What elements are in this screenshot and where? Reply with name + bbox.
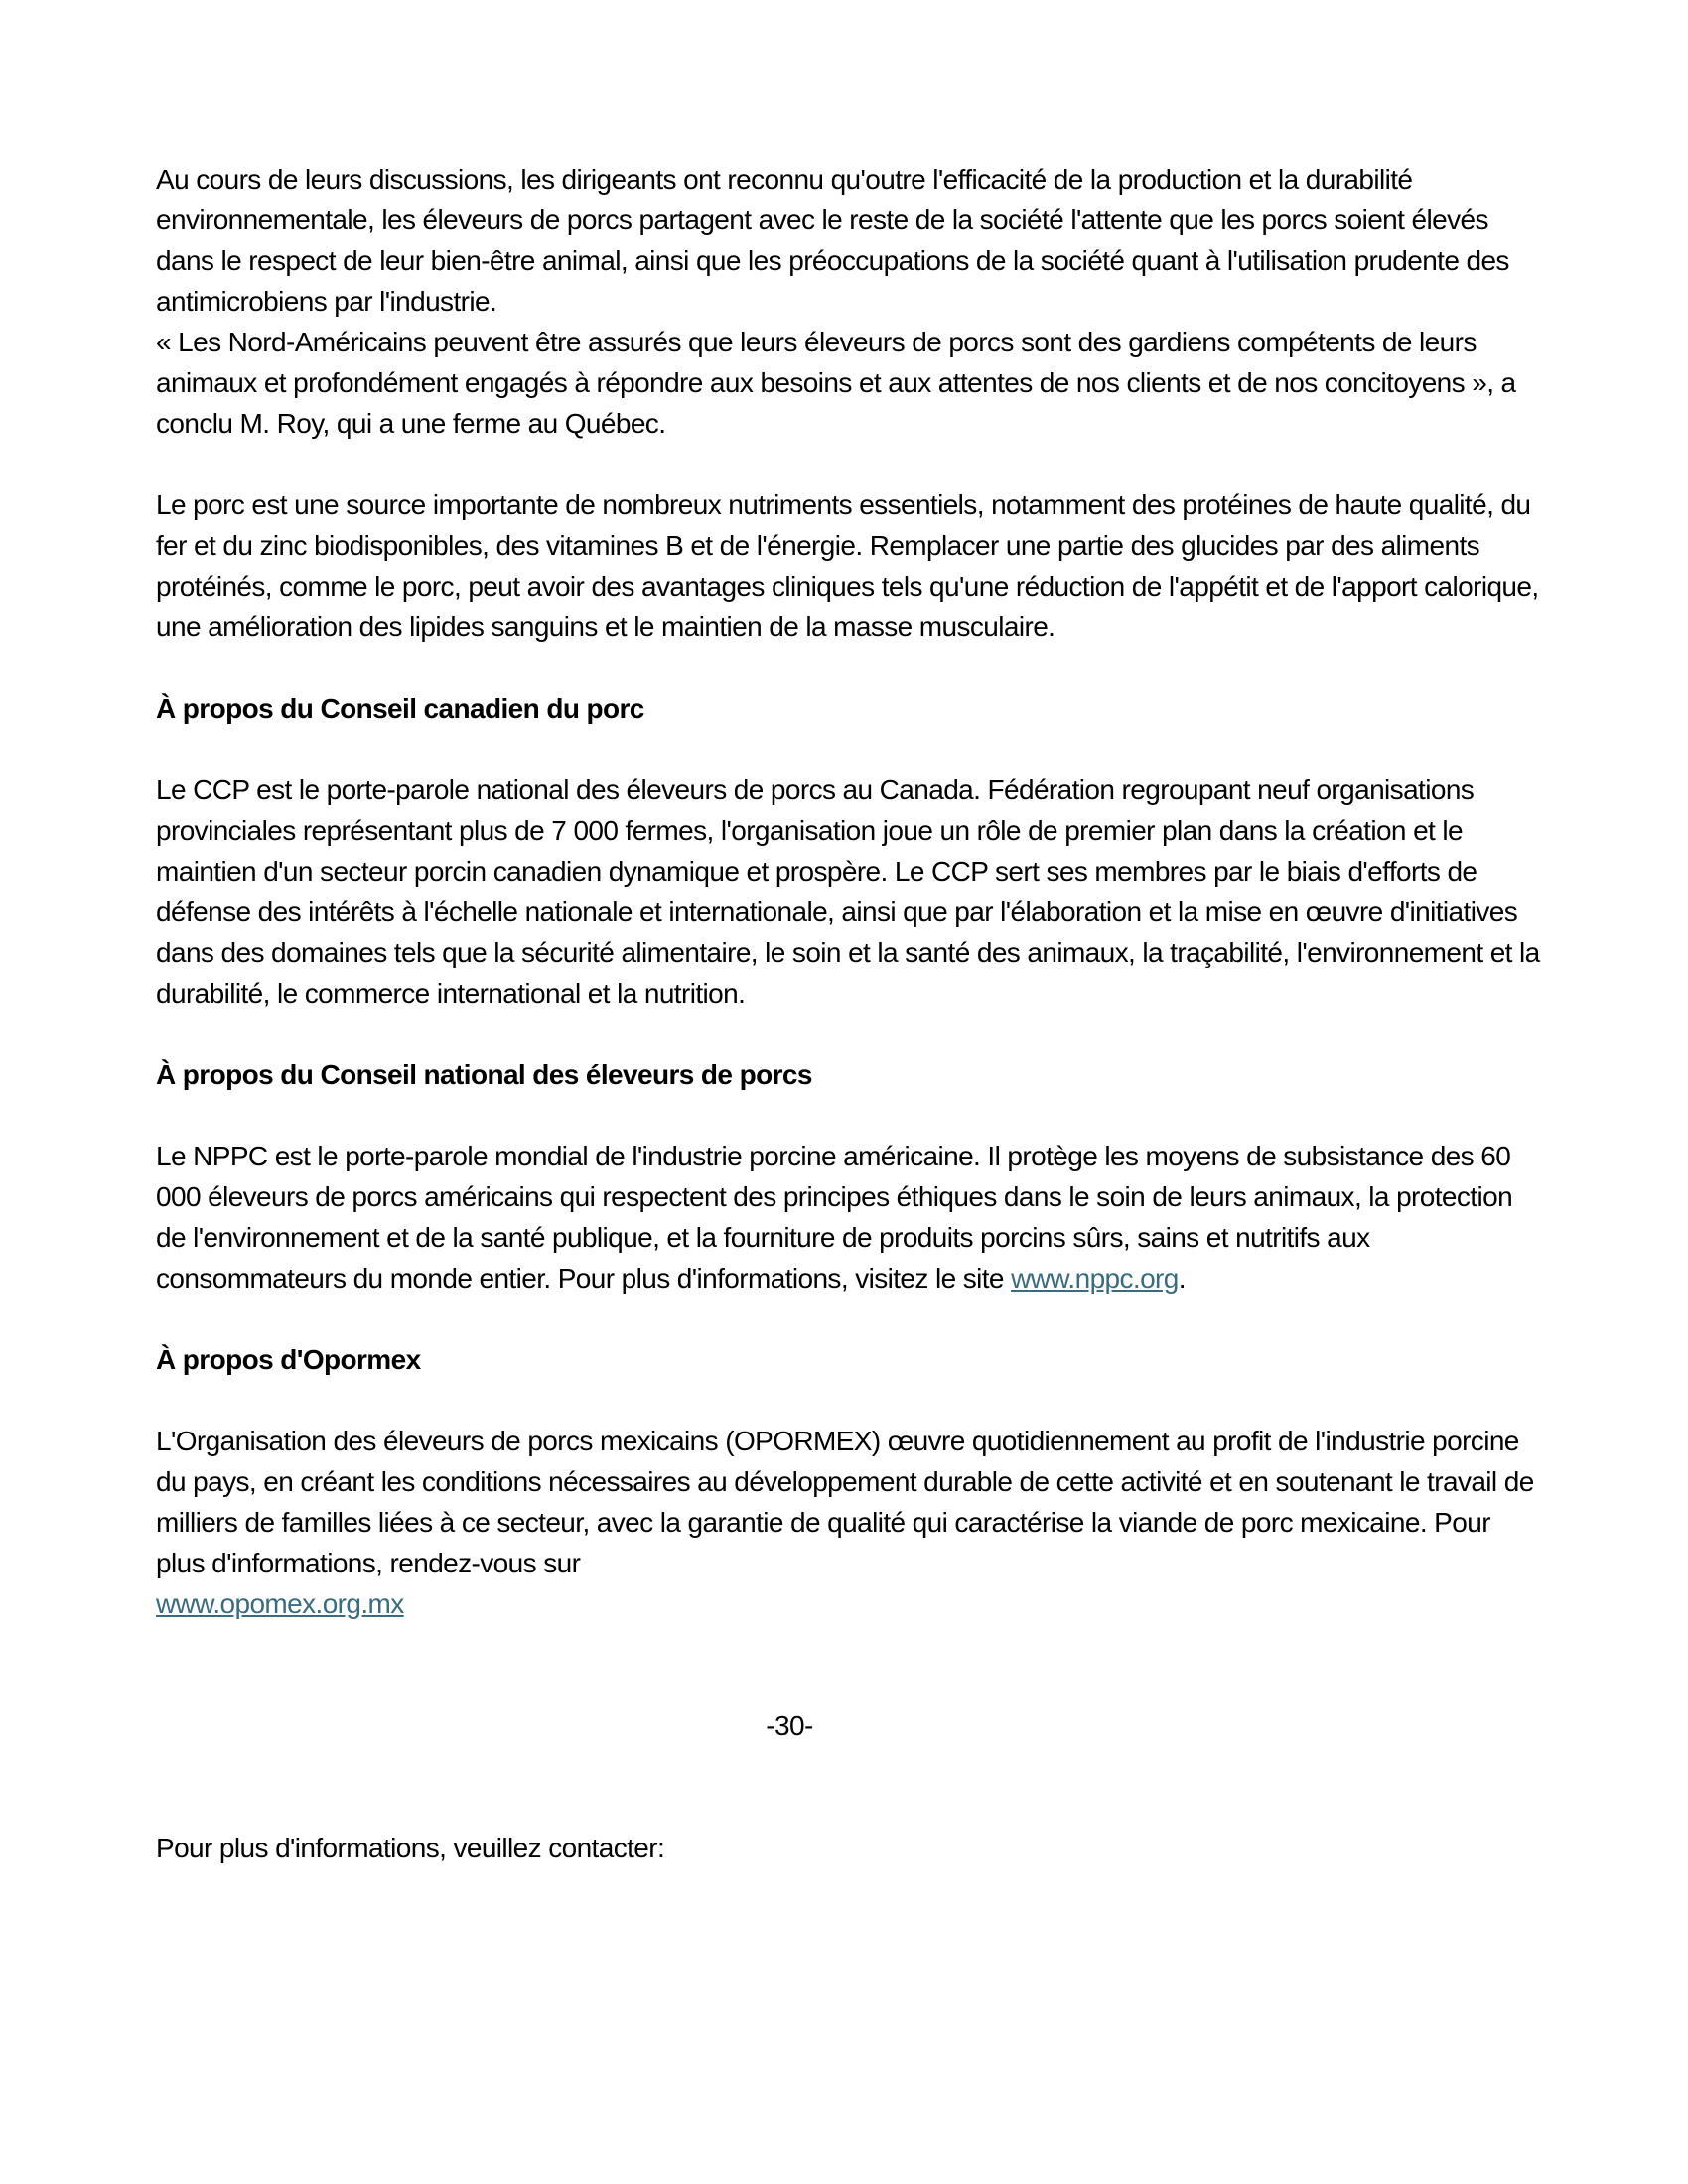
nppc-link[interactable]: www.nppc.org	[1011, 1263, 1179, 1294]
paragraph-nppc	[156, 1136, 1546, 1298]
quote-paragraph: « Les Nord-Américains peuvent être assurés que leurs éleveurs de porcs sont des gardiens compétents de leurs animaux et profondément engagés à répondre aux besoins et aux attentes de nos clients et de nos concitoyens », a conclu M. Roy, qui a une ferme au Québec.	[156, 327, 1516, 439]
end-marker: -30-	[766, 1710, 813, 1741]
heading-ccp: À propos du Conseil canadien du porc	[156, 693, 644, 724]
document-page	[156, 159, 1546, 1868]
nppc-body-text: Le NPPC est le porte-parole mondial de l'industrie porcine américaine. Il protège les moyens de subsistance des 60 000 éleveurs de porcs américains qui respectent des principes éthiques dans le soin de leurs animaux, la protection de l'environnement et de la santé publique, et la fourniture de produits porcins sûrs, sains et nutritifs aux consommateurs du monde entier. Pour plus d'informations, visitez le site	[156, 1141, 1513, 1294]
heading-nppc: À propos du Conseil national des éleveurs de porcs	[156, 1059, 812, 1090]
nppc-after-link: .	[1178, 1263, 1186, 1294]
paragraph-nutrition: Le porc est une source importante de nombreux nutriments essentiels, notamment des protéines de haute qualité, du fer et du zinc biodisponibles, des vitamines B et de l'énergie. Remplacer une partie des glucides par des aliments protéinés, comme le porc, peut avoir des avantages cliniques tels qu'une réduction de l'appétit et de l'apport calorique, une amélioration des lipides sanguins et le maintien de la masse musculaire.	[156, 489, 1539, 642]
paragraph-opormex: L'Organisation des éleveurs de porcs mexicains (OPORMEX) œuvre quotidiennement au profit de l'industrie porcine du pays, en créant les conditions nécessaires au développement durable de cette activité et en soutenant le travail de milliers de familles liées à ce secteur, avec la garantie de qualité qui caractérise la viande de porc mexicaine. Pour plus d'informations, rendez-vous sur	[156, 1426, 1534, 1578]
paragraph-discussions: Au cours de leurs discussions, les dirigeants ont reconnu qu'outre l'efficacité de la production et la durabilité environnementale, les éleveurs de porcs partagent avec le reste de la société l'attente que les porcs soient élevés dans le respect de leur bien-être animal, ainsi que les préoccupations de la société quant à l'utilisation prudente des antimicrobiens par l'industrie.	[156, 164, 1509, 317]
heading-opormex: À propos d'Opormex	[156, 1344, 421, 1375]
paragraph-ccp: Le CCP est le porte-parole national des éleveurs de porcs au Canada. Fédération regroupant neuf organisations provinciales représentant plus de 7 000 fermes, l'organisation joue un rôle de premier plan dans la création et le maintien d'un secteur porcin canadien dynamique et prospère. Le CCP sert ses membres par le biais d'efforts de défense des intérêts à l'échelle nationale et internationale, ainsi que par l'élaboration et la mise en œuvre d'initiatives dans des domaines tels que la sécurité alimentaire, le soin et la santé des animaux, la traçabilité, l'environnement et la durabilité, le commerce international et la nutrition.	[156, 774, 1540, 1009]
contact-line: Pour plus d'informations, veuillez contacter:	[156, 1833, 665, 1863]
opormex-link[interactable]: www.opomex.org.mx	[156, 1588, 404, 1619]
